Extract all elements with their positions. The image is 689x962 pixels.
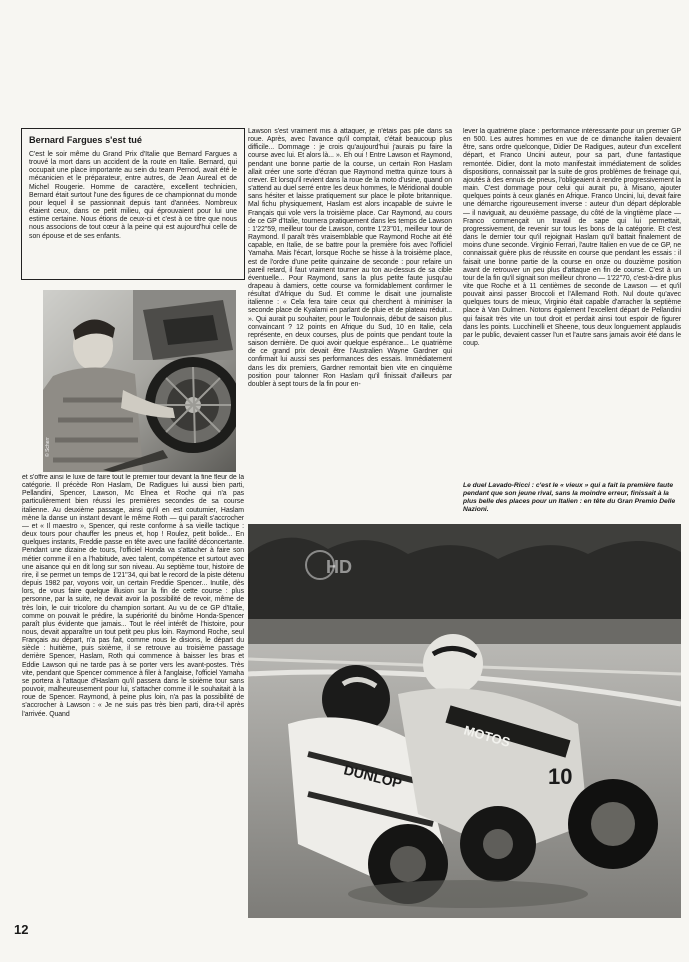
- sidebar-title: Bernard Fargues s'est tué: [29, 135, 142, 145]
- page-number: 12: [14, 922, 29, 937]
- photo-caption: Le duel Lavado-Ricci : c'est le « vieux » qui a fait la première faute pendant que son jeune rival, sans la moindre erreur, finissait à la plus belle des places pour un Italien : en tête du Gran Premio Delle Nazioni.: [463, 482, 676, 514]
- watermark-text: HD: [326, 557, 352, 577]
- fairing-brand-text: DUNLOP: [342, 761, 404, 792]
- column-middle-top: Lawson s'est vraiment mis à attaquer, je n'étais pas pile dans sa roue. Après, avec l'avance qu'il comptait, c'était beaucoup plus difficile... Dommage : je crois qu'aujourd'hui j'aurais pu faire la course avec lui. Et alors là... ». Eh oui ! Entre Lawson et Raymond, pendant une bonne partie de la course, un certain Ron Haslam allait créer une sorte d'écran que Raymond mettra quinze tours à crever. Et lorsqu'il revient dans la roue de la moto d'usine, quand on s'attend au duel serré entre les deux hommes, le Méridional double sans hésiter et laisse pratiquement sur place le pilote britannique. Mal fichu physiquement, Haslam est alors incapable de suivre le Français qui vole vers la troisième place. Car Raymond, au cours de ce GP d'Italie, tournera pratiquement dans les temps de Lawson : 1'22''59, meilleur tour de Lawson, contre 1'23''01, meilleur tour de Raymond. Il paraît très vraisemblable que Raymond Roche ait été capable, en Italie, de se battre pour la première fois avec l'officiel Yamaha. Mais l'écart, lorsque Roche se hisse à la troisième place, est de l'ordre d'une petite quinzaine de seconde : pour refaire un pareil retard, il faut vraiment tourner au ton au-dessus de sa cible éventuelle... Pour Raymond, sans la plus petite faute jusqu'au drapeau à damiers, cette course va formidablement confirmer le résultat d'Afrique du Sud. Et comme le disait une journaliste italienne : « Cela fera taire ceux qui cherchent à minimiser la seconde place de Kyalami en parlant de pluie et de plateau réduit... ». Qui aurait pu souhaiter, pour le Toulonnais, début de saison plus convaincant ? 12 points en Afrique du Sud, 10 en Italie, cela représente, en deux courses, plus de points que pendant toute la saison dernière. De quoi avoir quelque espérance... Le quatrième de ce grand prix devait être l'Australien Wayne Gardner qui confirmait lui aussi ses performances des essais. Immédiatement dans les dix premiers, Gardner remontait bien vite en cinquième position pour talonner Ron Haslam qu'il finissait d'ailleurs par doubler à sept tours de la fin pour en-: [248, 128, 452, 388]
- fairing-motos-text: MOTOS: [462, 722, 512, 750]
- column-right-top: lever la quatrième place : performance intéressante pour un premier GP en 500. Les autres hommes en vue de ce dimanche italien devaient être, sans ordre quelconque, Didier De Radigues, auteur d'un excellent départ, et Franco Uncini auteur, pour sa part, d'une fantastique remontée. Didier, dont la moto manifestait immédiatement de solides dispositions, connaissait par la suite de gros problèmes de freinage qui, ajoutés à des ennuis de pneus, l'obligeaient à rendre progressivement la main. C'est dommage pour celui qui aurait pu, à Misano, ajouter quelques points à ceux glanés en Afrique. Franco Uncini, lui, devait faire une démarche rigoureusement inverse : auteur d'un départ déplorable — il naviguait, au deuxième passage, du côté de la vingtième place — Franco commençait un travail de sape qui lui permettait, progressivement, de revenir sur tous les bons de la catégorie. Et c'est dans le dernier tour qu'il rejoignait Haslam qu'il battait finalement de moins d'une seconde. Virginio Ferrari, l'autre Italien en vue de ce GP, ne connaissait guère plus de réussite en course que pendant les essais : il faisait une bonne partie de la course en onze ou douzième position avant de retrouver un peu plus d'attaque en fin de course. C'est à un tour de la fin qu'il signait son meilleur chrono — 1'22''70, c'est-à-dire plus vite que Roche et à 11 centièmes de seconde de Lawson — et qu'il pouvait ainsi passer Broccoli et l'Allemand Roth. Nul doute qu'avec quelques tours de mieux, Virginio était capable d'arracher la septième place à Van Dulmen. Notons également l'excellent départ de Pellandini qui faisait très vite un tout droit et perdait ainsi tout espoir de figurer dans les points. Lucchinelli et Sheene, tous deux longuement applaudis par le public, devaient casser l'un et l'autre sans jamais avoir été dans le coup.: [463, 128, 681, 348]
- sidebar-body: C'est le soir même du Grand Prix d'Italie que Bernard Fargues a trouvé la mort dans un accident de la route en Italie. Bernard, qui occupait une place importante au sein du team Pernod, avait été le mécanicien et le préparateur, entre autres, de Jean Aureal et de Michel Rougerie. Homme de caractère, excellent technicien, Bernard était surtout l'une des figures de ce championnat du monde pour lequel il se passionnait depuis tant d'années. Nombreux étaient ceux, dans ce petit milieu, qui éprouvaient pour lui une estime certaine. Nous étions de ceux-ci et c'est à ce titre que nous nous associons de tout cœur à la peine qui est aujourd'hui celle de son épouse et de ses enfants.: [29, 151, 237, 240]
- sidebar-box: [21, 128, 245, 280]
- bike-number: 10: [548, 764, 573, 789]
- watermark: [300, 545, 360, 585]
- column-left-bottom: et s'offre ainsi le luxe de faire tout le premier tour devant la fine fleur de la catégorie. Il précède Ron Haslam, De Radigues lui aussi bien parti, Pellandini, Spencer, Lawson, Mc Elnea et Roche qui n'a pas particulièrement bien réussi les premières secondes de sa course italienne. Au deuxième passage, ainsi qu'il en est coutumier, Haslam mène la danse un instant devant le même Roth — qui paraît s'accrocher — et « Il maestro », Spencer, qui reste conforme à sa vieille tactique : deux tours pour chauffer les pneus et, hop ! Roulez, petit bolide... En quelques instants, Freddie passe en tête avec une facilité déconcertante. Pendant une dizaine de tours, l'officiel Honda va s'attacher à faire son métier comme il en a l'habitude, avec talent, compétence et surtout avec une aisance qui en dit long sur son niveau. Au septième tour, histoire de rire, il se permet un temps de 1'21''34, qui bat le record de la piste détenu depuis 1982 par, voyons voir, un certain Freddie Spencer... Inutile, dès lors, de vous faire quelque illusion sur la fin de cette course : plus personne, par la suite, ne devait avoir la possibilité de revoir, même de très loin, le cuir tricolore du champion sortant. Au vu de ce GP d'Italie, comme on pouvait le prédire, la supériorité du binôme Honda-Spencer paraît plus évidente que jamais... Tout le réel intérêt de l'histoire, pour nous, devait apparaître un tout petit peu plus loin. Raymond Roche, seul Français au départ, n'a pas fait, comme nous le disions, le départ du siècle : huitième, puis sixième, il se retrouve au troisième passage derrière Spencer, Haslam, Roth qui commence à baisser les bras et Eddie Lawson qui ne tarde pas à se porter vers les avant-postes. Très vite, pendant que Spencer commence à filer à l'anglaise, l'officiel Yamaha se portera à l'attaque d'Haslam qu'il passera dans le sixième tour sans pouvoir, malheureusement pour lui, s'attacher comme il le souhaitait à la roue de Spencer. Raymond, à peine plus loin, n'a pas la possibilité de s'accrocher à Lawson : « Je ne suis pas très bien parti, dira-t-il après l'arrivée. Quand: [22, 474, 244, 718]
- photo-credit: © Scherr: [45, 437, 51, 457]
- photo-mechanic: [43, 290, 236, 472]
